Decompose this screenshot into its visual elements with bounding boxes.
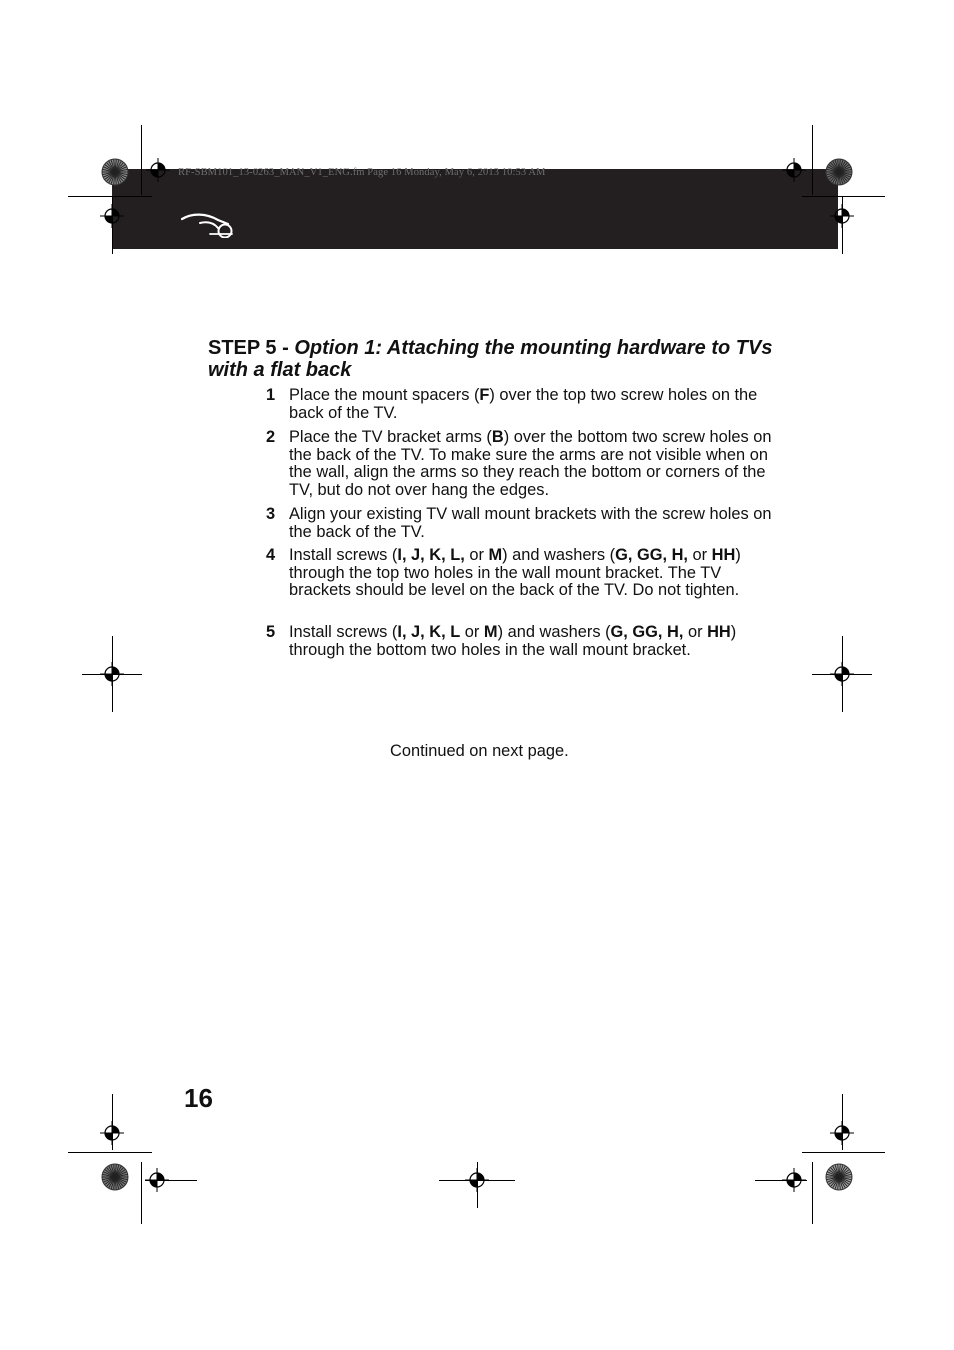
step-text-segment: or [687,546,712,564]
step-number: 5 [266,623,276,641]
color-bar-burst-icon [101,1163,129,1191]
step-text [289,429,778,500]
step-text-segment: or [460,623,484,641]
step-number: 3 [266,505,276,523]
part-reference: I, J, K, L, [397,546,465,564]
step-text-segment: Place the TV bracket arms ( [289,428,492,446]
crop-line [68,1152,152,1153]
part-reference: HH [711,546,736,564]
crop-line [755,1180,807,1181]
crop-line [802,196,885,197]
color-bar-burst-icon [825,1163,853,1191]
option-title: Option 1: Attaching the mounting hardware to TVs with a flat back [208,337,773,381]
step-text-segment: Align your existing TV wall mount brackets with the screw holes on the back of the TV. [289,505,772,541]
print-slug: RF-SBM101_13-0263_MAN_V1_ENG.fm Page 16 Monday, May 6, 2013 10:53 AM [178,167,546,178]
crop-line [812,1162,813,1224]
registration-mark-icon [100,1121,124,1145]
step-text-segment: Place the mount spacers ( [289,386,480,404]
crop-line [802,1152,885,1153]
list-item [258,506,778,541]
part-reference: M [488,546,503,564]
registration-mark-icon [100,204,124,228]
rocketfish-logo-icon [180,210,236,238]
step-text-segment: ) and washers ( [497,623,611,641]
step-text-segment: ) over the top two screw holes on the back of the TV. [289,386,758,422]
crop-line [812,125,813,195]
list-item [258,387,778,422]
step-text-segment: ) through the bottom two holes in the wall mount bracket. [289,623,737,659]
list-item [258,547,778,600]
part-reference: G, GG, H, [615,546,688,564]
crop-line [68,196,152,197]
list-item [258,429,778,500]
step-number: 1 [266,386,276,404]
step-label: STEP 5 - [208,337,295,359]
step-text-segment: Install screws ( [289,623,398,641]
step-text-segment: or [464,546,489,564]
step-text-segment: ) over the bottom two screw holes on the back of the TV. To make sure the arms are not visible when on the wall, align the arms so they reach the bottom or corners of the TV, but do not over hang the edges. [289,428,772,500]
part-reference: M [483,623,498,641]
step-number: 2 [266,428,276,446]
registration-mark-icon [830,662,854,686]
registration-mark-icon [830,204,854,228]
part-reference: I, J, K, L [397,623,461,641]
page-number: 16 [184,1083,213,1113]
crop-line [141,125,142,195]
registration-mark-icon [465,1168,489,1192]
step-text [289,387,778,422]
step-text-segment: Install screws ( [289,546,398,564]
step-number: 4 [266,546,276,564]
step-text [289,547,778,600]
step-text-segment: or [683,623,708,641]
step-heading [208,337,778,381]
color-bar-burst-icon [825,158,853,186]
registration-mark-icon [782,158,806,182]
part-reference: F [479,386,490,404]
step-text [289,506,778,541]
step-text [289,624,778,659]
step-text-segment: ) through the top two holes in the wall mount bracket. The TV brackets should be level on the back of the TV. Do not tighten. [289,546,741,600]
continued-note: Continued on next page. [390,742,569,760]
crop-line [141,1162,142,1224]
list-item [258,624,778,659]
registration-mark-icon [146,158,170,182]
part-reference: HH [707,623,731,641]
part-reference: B [491,428,504,446]
crop-line [145,1180,197,1181]
part-reference: G, GG, H, [610,623,684,641]
step-text-segment: ) and washers ( [502,546,616,564]
registration-mark-icon [100,662,124,686]
registration-mark-icon [830,1121,854,1145]
color-bar-burst-icon [101,158,129,186]
